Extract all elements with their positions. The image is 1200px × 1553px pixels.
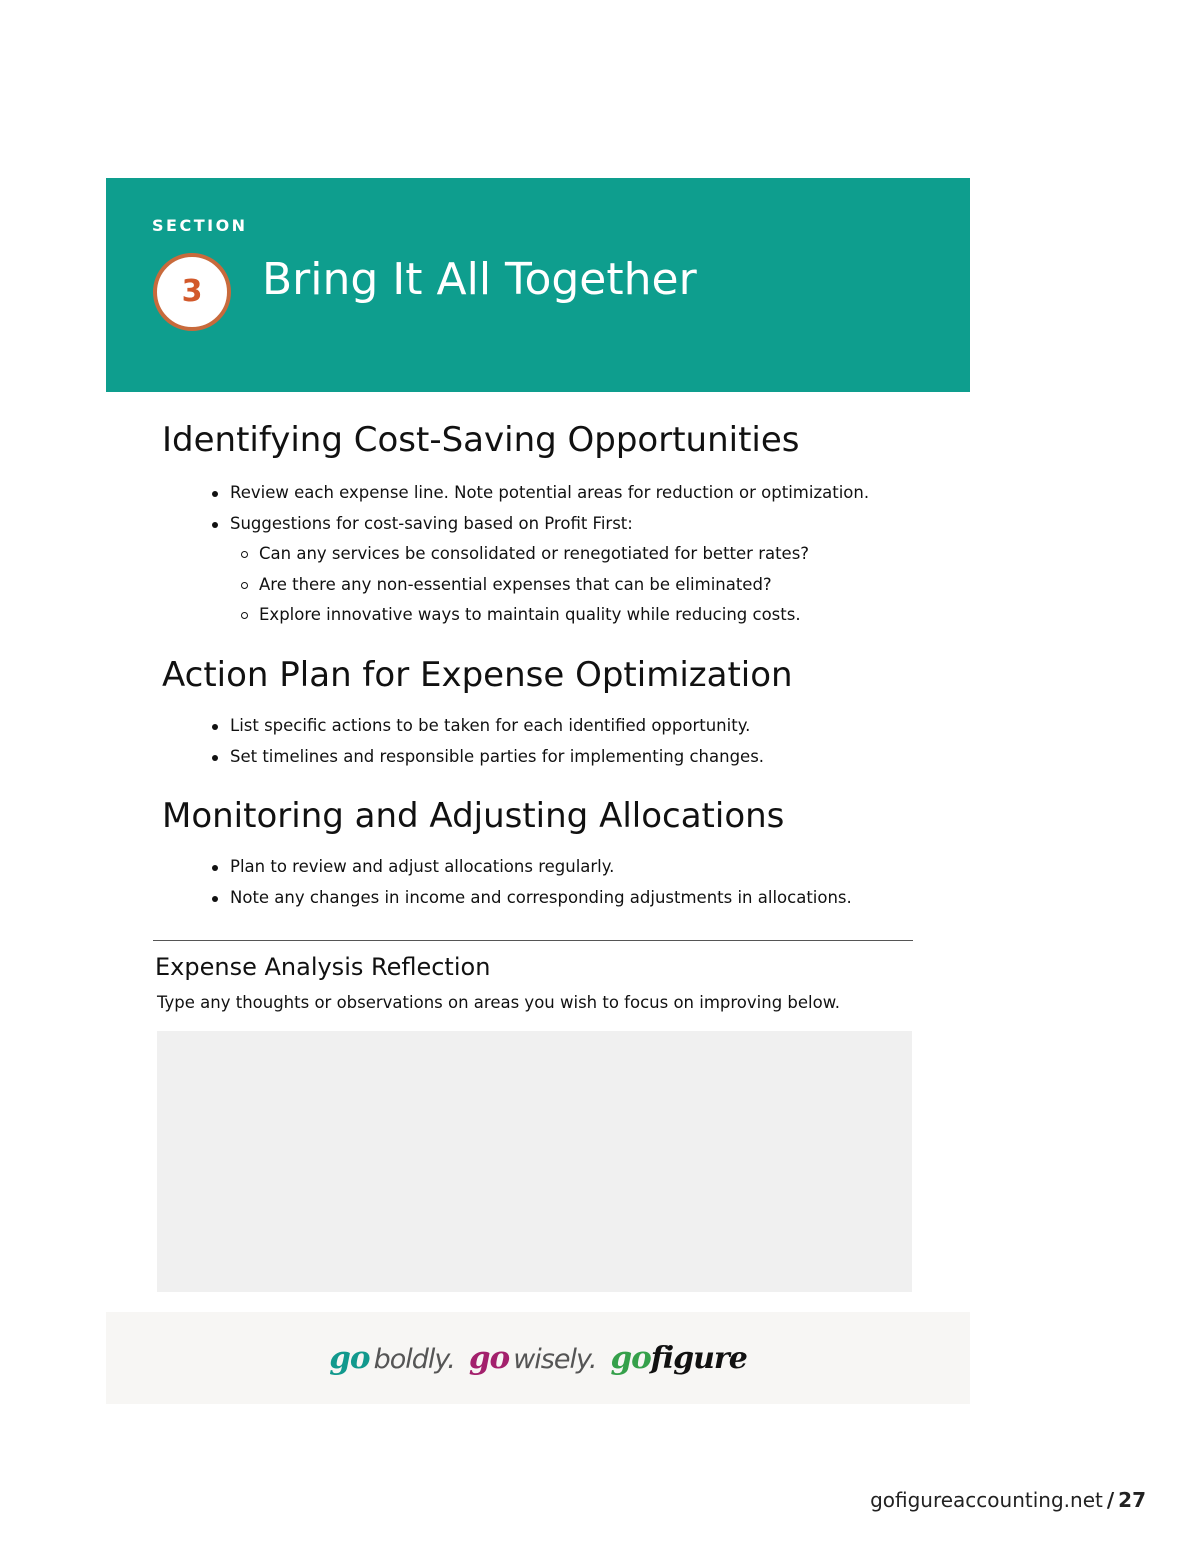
tagline-banner <box>106 1312 970 1404</box>
page-number: 27 <box>1118 1488 1146 1512</box>
page-title: Bring It All Together <box>262 254 697 305</box>
tagline-go-2: go <box>468 1340 510 1376</box>
heading-action-plan: Action Plan for Expense Optimization <box>162 655 793 695</box>
list-action-plan <box>212 711 764 772</box>
tagline-word-wisely: wisely. <box>513 1344 597 1375</box>
section-number: 3 <box>181 274 203 309</box>
list-monitoring <box>212 852 852 913</box>
section-divider <box>153 940 913 941</box>
section-header-banner <box>106 178 970 392</box>
list-item: Review each expense line. Note potential areas for reduction or optimization. <box>212 478 869 509</box>
section-number-badge <box>153 253 231 331</box>
footer-site: gofigureaccounting.net <box>870 1488 1103 1512</box>
reflection-text-field[interactable] <box>157 1031 912 1292</box>
tagline-go-1: go <box>329 1340 370 1376</box>
page-footer <box>870 1488 1146 1512</box>
tagline-word-boldly: boldly. <box>373 1344 455 1375</box>
list-item: Set timelines and responsible parties for implementing changes. <box>212 742 764 773</box>
footer-separator: / <box>1106 1488 1115 1512</box>
heading-cost-saving: Identifying Cost-Saving Opportunities <box>162 420 800 460</box>
tagline-go-3: go <box>610 1340 651 1376</box>
list-item: List specific actions to be taken for each identified opportunity. <box>212 711 764 742</box>
section-label: SECTION <box>152 216 248 235</box>
reflection-hint: Type any thoughts or observations on areas you wish to focus on improving below. <box>157 993 840 1012</box>
reflection-title: Expense Analysis Reflection <box>155 953 491 981</box>
list-cost-saving <box>212 478 869 631</box>
heading-monitoring: Monitoring and Adjusting Allocations <box>162 796 785 836</box>
list-item: Suggestions for cost-saving based on Profit First: <box>212 509 869 540</box>
list-item: Note any changes in income and corresponding adjustments in allocations. <box>212 883 852 914</box>
sub-list-item: Are there any non-essential expenses that can be eliminated? <box>241 570 869 601</box>
tagline-logo <box>329 1340 747 1376</box>
tagline-word-figure: figure <box>650 1341 747 1376</box>
sub-list-item: Explore innovative ways to maintain quality while reducing costs. <box>241 600 869 631</box>
list-item: Plan to review and adjust allocations regularly. <box>212 852 852 883</box>
sub-list-item: Can any services be consolidated or renegotiated for better rates? <box>241 539 869 570</box>
